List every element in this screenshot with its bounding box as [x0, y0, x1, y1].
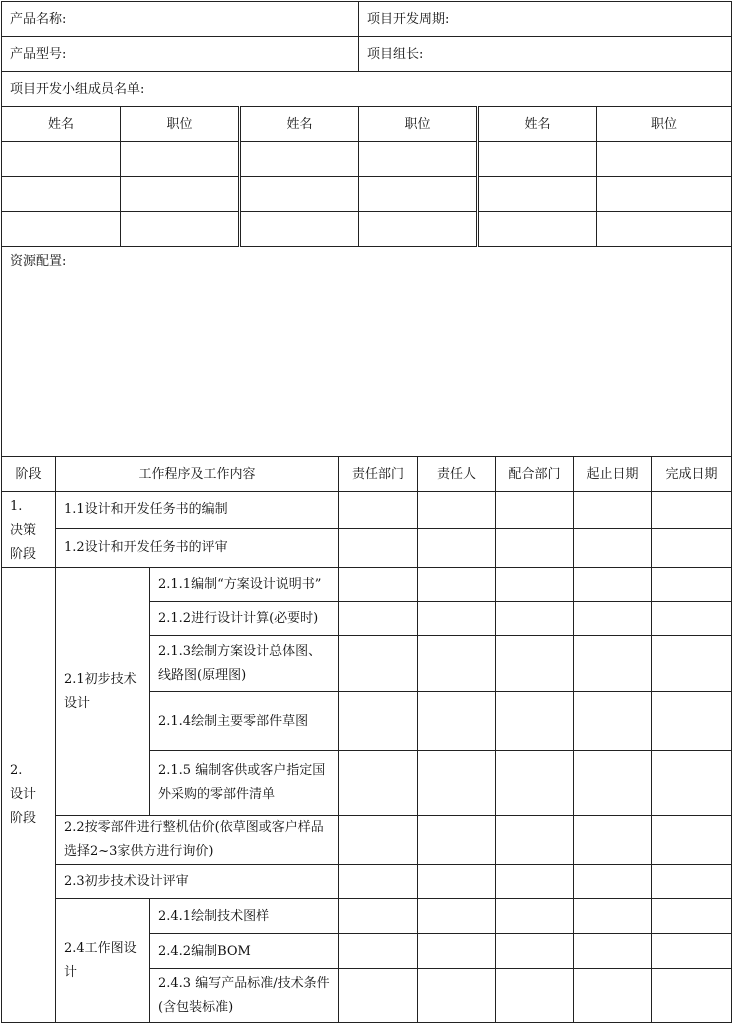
member-cell: [597, 177, 732, 212]
table-row: [2, 899, 732, 934]
task-2-1-5: 2.1.5 编制客供或客户指定国外采购的零部件清单: [150, 751, 339, 816]
member-cell: [478, 177, 597, 212]
product-name-label: 产品名称:: [2, 2, 359, 37]
position-column-header: 职位: [359, 107, 478, 142]
team-members-label: 项目开发小组成员名单:: [2, 72, 732, 107]
member-cell: [478, 212, 597, 247]
member-cell: [478, 142, 597, 177]
task-2-1-4: 2.1.4绘制主要零部件草图: [150, 692, 339, 751]
task-2-2: 2.2按零部件进行整机估价(依草图或客户样品选择2~3家供方进行询价): [56, 816, 339, 865]
start-end-date-column-header: 起止日期: [574, 457, 652, 492]
member-cell: [2, 142, 121, 177]
task-1-2: 1.2设计和开发任务书的评审: [56, 528, 339, 567]
stage-1-label: 1. 决策 阶段: [2, 492, 56, 568]
product-model-label: 产品型号:: [2, 37, 359, 72]
plan-table: [1, 456, 732, 1023]
member-cell: [240, 142, 359, 177]
member-cell: [121, 142, 240, 177]
task-2-4-3: 2.4.3 编写产品标准/技术条件(含包装标准): [150, 969, 339, 1023]
member-cell: [359, 177, 478, 212]
member-cell: [2, 212, 121, 247]
member-cell: [240, 177, 359, 212]
task-2-4-2: 2.4.2编制BOM: [150, 934, 339, 969]
stage-2-label: 2. 设计 阶段: [2, 568, 56, 1023]
table-row: [2, 492, 732, 529]
resources-label: 资源配置:: [2, 247, 732, 457]
member-cell: [359, 142, 478, 177]
header-table: [1, 1, 732, 457]
task-2-1-2: 2.1.2进行设计计算(必要时): [150, 602, 339, 636]
table-row: [2, 865, 732, 899]
completion-date-column-header: 完成日期: [652, 457, 732, 492]
task-2-1-1: 2.1.1编制“方案设计说明书”: [150, 568, 339, 602]
name-column-header: 姓名: [2, 107, 121, 142]
work-content-column-header: 工作程序及工作内容: [56, 457, 339, 492]
member-cell: [2, 177, 121, 212]
member-cell: [240, 212, 359, 247]
cooperating-dept-column-header: 配合部门: [496, 457, 574, 492]
task-1-1: 1.1设计和开发任务书的编制: [56, 492, 339, 529]
member-cell: [597, 142, 732, 177]
task-2-1-3: 2.1.3绘制方案设计总体图、线路图(原理图): [150, 636, 339, 692]
responsible-dept-column-header: 责任部门: [339, 457, 418, 492]
task-2-4-1: 2.4.1绘制技术图样: [150, 899, 339, 934]
plan-header-row: [2, 457, 732, 492]
stage-column-header: 阶段: [2, 457, 56, 492]
group-2-1-label: 2.1初步技术设计: [56, 568, 150, 816]
name-column-header: 姓名: [478, 107, 597, 142]
member-row: [2, 142, 732, 177]
member-cell: [121, 212, 240, 247]
table-row: [2, 528, 732, 567]
position-column-header: 职位: [597, 107, 732, 142]
position-column-header: 职位: [121, 107, 240, 142]
table-row: [2, 568, 732, 602]
table-row: [2, 816, 732, 865]
responsible-person-column-header: 责任人: [418, 457, 496, 492]
member-row: [2, 212, 732, 247]
member-cell: [359, 212, 478, 247]
task-2-3: 2.3初步技术设计评审: [56, 865, 339, 899]
group-2-4-label: 2.4工作图设计: [56, 899, 150, 1023]
member-cell: [597, 212, 732, 247]
member-row: [2, 177, 732, 212]
member-cell: [121, 177, 240, 212]
dev-period-label: 项目开发周期:: [359, 2, 732, 37]
name-column-header: 姓名: [240, 107, 359, 142]
team-leader-label: 项目组长:: [359, 37, 732, 72]
